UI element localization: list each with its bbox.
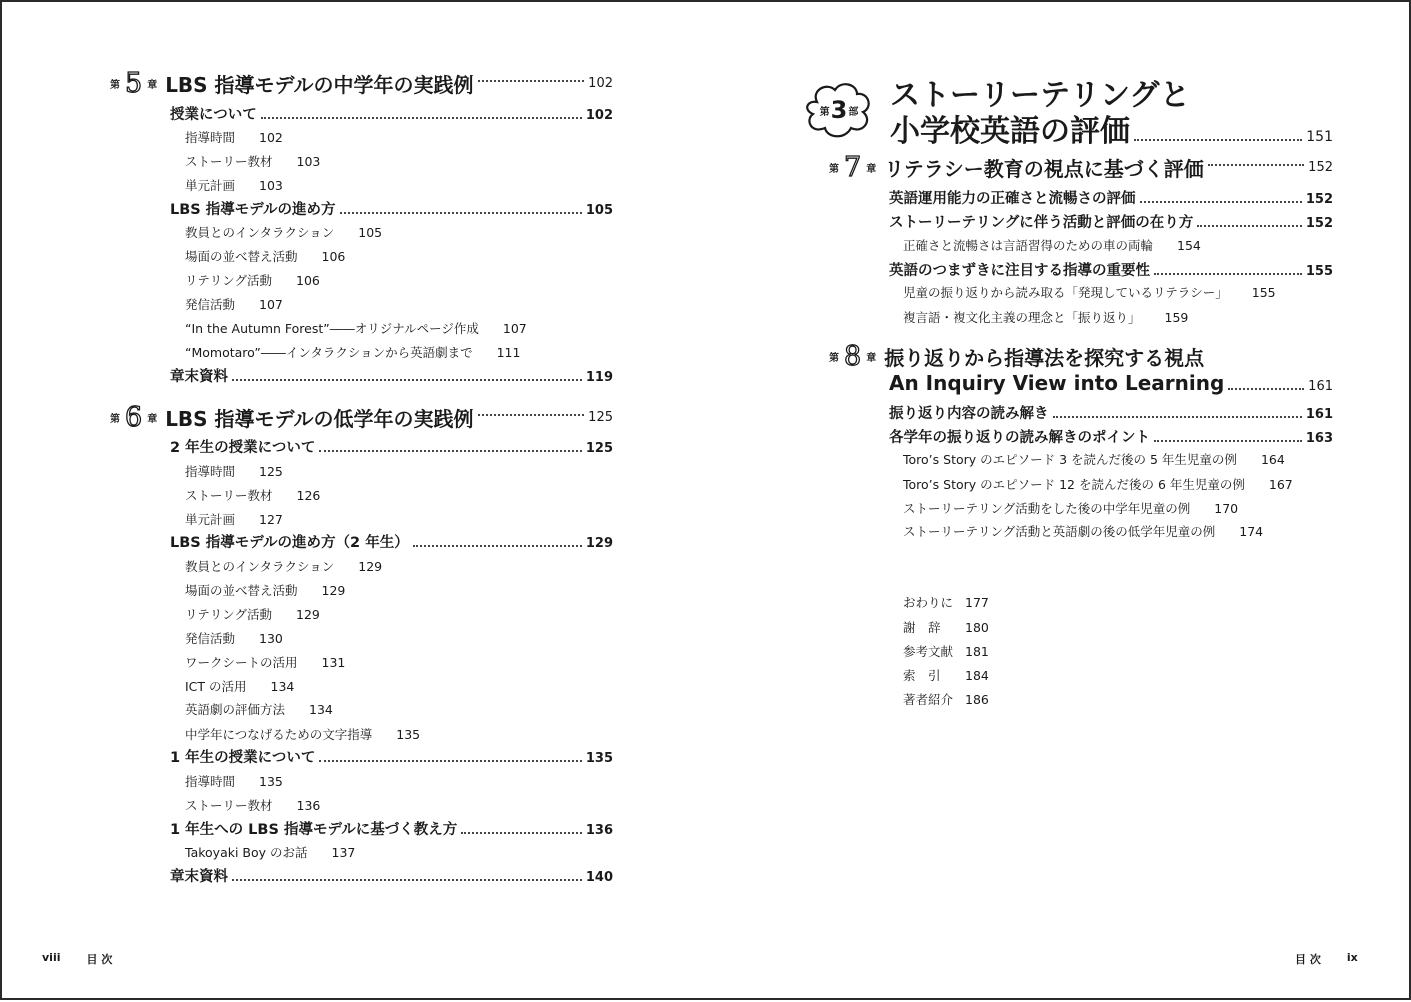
- item-title: ICT の活用: [185, 679, 247, 694]
- leader-dots: [478, 80, 585, 82]
- item-title: ストーリーテリング活動と英語劇の後の低学年児童の例: [903, 524, 1216, 539]
- folio-label: 目 次: [86, 953, 113, 966]
- item-page: 131: [321, 655, 346, 670]
- item-title: Takoyaki Boy のお話: [185, 845, 308, 860]
- toc-section[interactable]: [170, 865, 613, 886]
- item-title: 単元計画: [185, 512, 236, 527]
- left-folio: [42, 951, 112, 967]
- chapter-6-label: 第 6 章: [110, 402, 158, 433]
- item-title: Toro’s Story のエピソード 12 を読んだ後の 6 年生児童の例: [903, 477, 1245, 492]
- toc-item[interactable]: [185, 796, 320, 814]
- section-title: 各学年の振り返りの読み解きのポイント: [889, 430, 1150, 446]
- section-title: LBS 指導モデルの進め方（2 年生）: [170, 535, 409, 551]
- toc-item[interactable]: [185, 128, 283, 146]
- toc-item[interactable]: [185, 510, 283, 528]
- chapter-8-subtitle-row[interactable]: [889, 371, 1333, 395]
- toc-item[interactable]: [185, 725, 420, 743]
- item-page: 111: [496, 345, 521, 360]
- item-page: 159: [1164, 310, 1189, 325]
- chapter-6-title: LBS 指導モデルの低学年の実践例: [165, 407, 474, 431]
- leader-dots: [478, 414, 585, 416]
- item-page: 177: [965, 595, 989, 610]
- toc-item[interactable]: [185, 319, 527, 337]
- toc-section[interactable]: [889, 211, 1333, 232]
- chapter-7-title: リテラシー教育の視点に基づく評価: [884, 157, 1204, 181]
- right-folio: [1295, 951, 1358, 967]
- section-page: 161: [1305, 407, 1333, 422]
- toc-section[interactable]: [170, 103, 613, 124]
- leader-dots: [1228, 388, 1304, 390]
- toc-item[interactable]: [185, 152, 320, 170]
- toc-item[interactable]: [185, 462, 283, 480]
- item-page: 103: [259, 178, 283, 193]
- item-page: 127: [259, 512, 283, 527]
- section-page: 125: [585, 441, 613, 456]
- item-page: 134: [270, 679, 295, 694]
- item-page: 136: [296, 798, 321, 813]
- item-page: 129: [358, 559, 383, 574]
- toc-section[interactable]: [170, 531, 613, 552]
- toc-item[interactable]: [185, 486, 320, 504]
- item-title: 教員とのインタラクション: [185, 559, 335, 574]
- item-page: 107: [259, 297, 283, 312]
- leader-dots: [319, 450, 582, 452]
- folio-number: viii: [42, 951, 61, 964]
- item-page: 155: [1251, 285, 1276, 300]
- item-title: “In the Autumn Forest”――オリジナルページ作成: [185, 321, 479, 336]
- item-page: 102: [259, 130, 283, 145]
- item-title: ストーリーテリング活動をした後の中学年児童の例: [903, 501, 1191, 516]
- chapter-5-heading[interactable]: [110, 69, 613, 98]
- toc-section[interactable]: [170, 365, 613, 386]
- item-title: おわりに: [903, 595, 954, 610]
- toc-item[interactable]: [185, 843, 355, 861]
- leader-dots: [1053, 416, 1302, 418]
- item-page: 130: [259, 631, 283, 646]
- section-title: 英語運用能力の正確さと流暢さの評価: [889, 191, 1136, 207]
- leader-dots: [1140, 201, 1302, 203]
- section-title: LBS 指導モデルの進め方: [170, 202, 336, 218]
- item-page: 107: [502, 321, 527, 336]
- part-3-badge: [803, 80, 875, 140]
- leader-dots: [1197, 225, 1302, 227]
- item-page: 181: [965, 644, 989, 659]
- toc-item[interactable]: [903, 499, 1238, 517]
- item-title: 発信活動: [185, 297, 236, 312]
- item-page: 105: [358, 225, 383, 240]
- leader-dots: [413, 545, 582, 547]
- toc-item[interactable]: [903, 283, 1276, 301]
- part-3-title-line2: 小学校英語の評価: [890, 114, 1130, 149]
- section-title: 1 年生の授業について: [170, 750, 316, 766]
- item-page: 167: [1268, 477, 1293, 492]
- toc-section[interactable]: [170, 818, 613, 839]
- section-title: 1 年生への LBS 指導モデルに基づく教え方: [170, 822, 458, 838]
- item-page: 170: [1214, 501, 1239, 516]
- toc-item[interactable]: [185, 700, 333, 718]
- item-title: Toro’s Story のエピソード 3 を読んだ後の 5 年生児童の例: [903, 452, 1237, 467]
- backmatter-item[interactable]: [903, 618, 989, 636]
- item-title: 謝 辞: [903, 620, 941, 635]
- toc-section[interactable]: [170, 436, 613, 457]
- chapter-8-page: 161: [1308, 379, 1333, 394]
- item-title: 指導時間: [185, 774, 236, 789]
- toc-section[interactable]: [889, 402, 1333, 423]
- item-page: 103: [296, 154, 321, 169]
- toc-item[interactable]: [185, 176, 283, 194]
- toc-item[interactable]: [185, 557, 382, 575]
- item-title: 児童の振り返りから読み取る「発現しているリテラシー」: [903, 285, 1228, 300]
- section-page: 129: [585, 536, 613, 551]
- item-page: 186: [965, 692, 989, 707]
- item-page: 126: [296, 488, 321, 503]
- toc-section[interactable]: [889, 426, 1333, 447]
- leader-dots: [232, 879, 582, 881]
- item-title: ワークシートの活用: [185, 655, 298, 670]
- toc-section[interactable]: [170, 746, 613, 767]
- leader-dots: [340, 212, 582, 214]
- chapter-5-page: 102: [588, 76, 613, 91]
- toc-item[interactable]: [903, 475, 1293, 493]
- chapter-8-label: 第 8 章: [829, 341, 877, 372]
- section-page: 105: [585, 203, 613, 218]
- item-page: 137: [331, 845, 356, 860]
- section-title: 英語のつまずきに注目する指導の重要性: [889, 263, 1150, 279]
- toc-item[interactable]: [185, 772, 283, 790]
- chapter-8-subtitle: An Inquiry View into Learning: [889, 371, 1225, 395]
- chapter-7-heading[interactable]: [829, 153, 1333, 182]
- leader-dots: [1154, 273, 1302, 275]
- toc-section[interactable]: [889, 259, 1333, 280]
- leader-dots: [319, 760, 582, 762]
- item-page: 134: [309, 702, 333, 717]
- item-title: 複言語・複文化主義の理念と「振り返り」: [903, 310, 1141, 325]
- item-title: 索 引: [903, 668, 941, 683]
- section-title: 2 年生の授業について: [170, 440, 316, 456]
- chapter-5-label: 第 5 章: [110, 68, 158, 99]
- folio-number: ix: [1346, 951, 1358, 964]
- item-page: 180: [965, 620, 989, 635]
- section-title: 章末資料: [170, 369, 228, 385]
- item-page: 125: [259, 464, 283, 479]
- item-page: 129: [296, 607, 320, 622]
- toc-item[interactable]: [185, 581, 345, 599]
- leader-dots: [232, 379, 582, 381]
- left-page: [2, 2, 707, 1002]
- toc-section[interactable]: [170, 198, 613, 219]
- backmatter-item[interactable]: [903, 593, 989, 611]
- item-page: 106: [296, 273, 320, 288]
- toc-item[interactable]: [903, 308, 1188, 326]
- item-page: 184: [965, 668, 989, 683]
- item-title: 指導時間: [185, 130, 236, 145]
- chapter-6-heading[interactable]: [110, 403, 613, 432]
- chapter-8-heading[interactable]: [829, 342, 1204, 371]
- part-3-badge-label: 第 3 部: [819, 96, 859, 124]
- toc-item[interactable]: [185, 629, 283, 647]
- section-page: 119: [585, 370, 613, 385]
- chapter-6-page: 125: [588, 410, 613, 425]
- chapter-8-title: 振り返りから指導法を探究する視点: [884, 346, 1205, 370]
- item-title: 正確さと流暢さは言語習得のための車の両輪: [903, 238, 1154, 253]
- section-title: ストーリーテリングに伴う活動と評価の在り方: [889, 215, 1194, 231]
- item-page: 135: [259, 774, 283, 789]
- item-title: ストーリー教材: [185, 154, 273, 169]
- backmatter-item[interactable]: [903, 666, 989, 684]
- leader-dots: [1154, 440, 1302, 442]
- chapter-7-page: 152: [1308, 160, 1333, 175]
- item-page: 164: [1260, 452, 1285, 467]
- item-title: 中学年につなげるための文字指導: [185, 727, 373, 742]
- part-3-page: 151: [1306, 129, 1333, 145]
- toc-item[interactable]: [185, 223, 382, 241]
- item-title: 英語劇の評価方法: [185, 702, 286, 717]
- section-page: 135: [585, 751, 613, 766]
- item-title: ストーリー教材: [185, 488, 273, 503]
- toc-item[interactable]: [185, 677, 294, 695]
- leader-dots: [461, 832, 582, 834]
- item-title: リテリング活動: [185, 273, 273, 288]
- item-title: 参考文献: [903, 644, 954, 659]
- toc-item[interactable]: [185, 343, 520, 361]
- toc-item[interactable]: [903, 522, 1263, 540]
- section-title: 章末資料: [170, 869, 228, 885]
- toc-item[interactable]: [185, 247, 345, 265]
- item-page: 154: [1177, 238, 1201, 253]
- item-title: 著者紹介: [903, 692, 954, 707]
- item-page: 106: [321, 249, 346, 264]
- part-3-title-line1[interactable]: ストーリーテリングと: [890, 78, 1190, 113]
- item-title: “Momotaro”――インタラクションから英語劇まで: [185, 345, 473, 360]
- part-3-title-line2-row[interactable]: [890, 106, 1333, 150]
- item-page: 129: [321, 583, 346, 598]
- leader-dots: [1134, 139, 1302, 141]
- toc-item[interactable]: [185, 605, 320, 623]
- section-page: 140: [585, 870, 613, 885]
- item-page: 174: [1239, 524, 1264, 539]
- toc-item[interactable]: [903, 450, 1285, 468]
- item-title: 指導時間: [185, 464, 236, 479]
- toc-item[interactable]: [185, 295, 283, 313]
- chapter-5-title: LBS 指導モデルの中学年の実践例: [165, 73, 474, 97]
- backmatter-item[interactable]: [903, 690, 989, 708]
- item-title: リテリング活動: [185, 607, 273, 622]
- section-page: 152: [1305, 216, 1333, 231]
- leader-dots: [261, 117, 582, 119]
- leader-dots: [1208, 164, 1304, 166]
- section-page: 155: [1305, 264, 1333, 279]
- item-title: 教員とのインタラクション: [185, 225, 335, 240]
- folio-label: 目 次: [1295, 953, 1321, 966]
- section-page: 102: [585, 108, 613, 123]
- section-page: 152: [1305, 192, 1333, 207]
- toc-item[interactable]: [185, 653, 345, 671]
- section-page: 163: [1305, 431, 1333, 446]
- chapter-7-label: 第 7 章: [829, 152, 877, 183]
- item-page: 135: [396, 727, 421, 742]
- toc-section[interactable]: [889, 187, 1333, 208]
- item-title: 場面の並べ替え活動: [185, 583, 298, 598]
- right-page: [707, 2, 1411, 1002]
- backmatter-item[interactable]: [903, 642, 989, 660]
- section-page: 136: [585, 823, 613, 838]
- item-title: 場面の並べ替え活動: [185, 249, 298, 264]
- section-title: 振り返り内容の読み解き: [889, 406, 1049, 422]
- item-title: 発信活動: [185, 631, 236, 646]
- toc-item[interactable]: [185, 271, 320, 289]
- section-title: 授業について: [170, 107, 257, 123]
- item-title: 単元計画: [185, 178, 236, 193]
- toc-item[interactable]: [903, 236, 1201, 254]
- item-title: ストーリー教材: [185, 798, 273, 813]
